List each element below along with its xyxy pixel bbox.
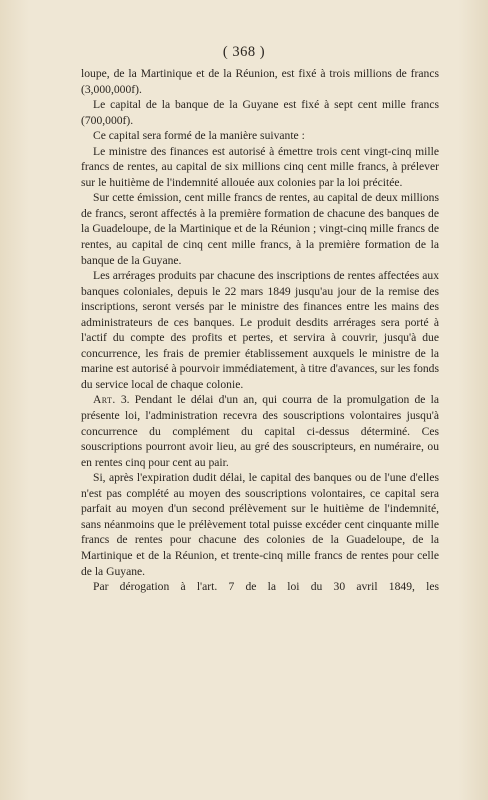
page-number: ( 368 ) [222,44,266,60]
paragraph: Le capital de la banque de la Guyane est fixé à sept cent mille francs (700,000f). [81,98,439,127]
paragraph: Le ministre des finances est autorisé à émettre trois cent vingt-cinq mille francs de rentes, au capital de six millions cinq cent mille francs, à prélever sur le huitième de l'indemnité allouée aux colonies par la loi précitée. [81,144,439,189]
paragraph: Sur cette émission, cent mille francs de rentes, au capital de deux millions de francs, seront affectés à la première formation de chacune des banques de la Guadeloupe, de la Martinique et de la Réunion ; vingt-cinq mille francs de rentes, au capital de cinq cent mille francs, à la première formation de la banque de la Guyane. [81,191,439,267]
paragraph-truncated: Par dérogation à l'art. 7 de la loi du 30 avril 1849, les [93,580,439,594]
body-text [81,66,439,595]
paragraph: Les arrérages produits par chacune des inscriptions de rentes affectées aux banques coloniales, depuis le 22 mars 1849 jusqu'au jour de la remise des inscriptions, seront versés par le ministre des finances entre les mains des administrateurs de ces banques. Le produit desdits arrérages sera porté à l'actif du compte des profits et pertes, et servira à couvrir, jusqu'à due concurrence, les frais de premier établissement auxquels le ministre de la marine est autorisé à pourvoir immédiatement, à titre d'avances, sur les fonds du service local de chaque colonie. [81,269,439,391]
paragraph: Ce capital sera formé de la manière suivante : [93,129,305,143]
paragraph-continuation: loupe, de la Martinique et de la Réunion, est fixé à trois millions de francs (3,000,000f). [81,67,439,96]
article-paragraph [81,392,439,470]
article-label: Art. [93,393,116,407]
article-text: 3. Pendant le délai d'un an, qui courra de la promulgation de la présente loi, l'administration recevra des souscriptions volontaires jusqu'à concurrence du complément du capital ci-dessus déterminé. Ces souscriptions pourront avoir lieu, au gré des souscripteurs, en numéraire, ou en rentes cinq pour cent au pair. [81,393,439,469]
paragraph: Si, après l'expiration dudit délai, le capital des banques ou de l'une d'elles n'est pas complété au moyen des souscriptions volontaires, ce capital sera parfait au moyen d'un second prélèvement sur le huitième de l'indemnité, sans néanmoins que le prélèvement total puisse excéder cent cinquante mille francs de rentes pour chacune des colonies de la Guadeloupe, de la Martinique et de la Réunion, et trente-cinq mille francs de rentes pour celle de la Guyane. [81,471,439,578]
